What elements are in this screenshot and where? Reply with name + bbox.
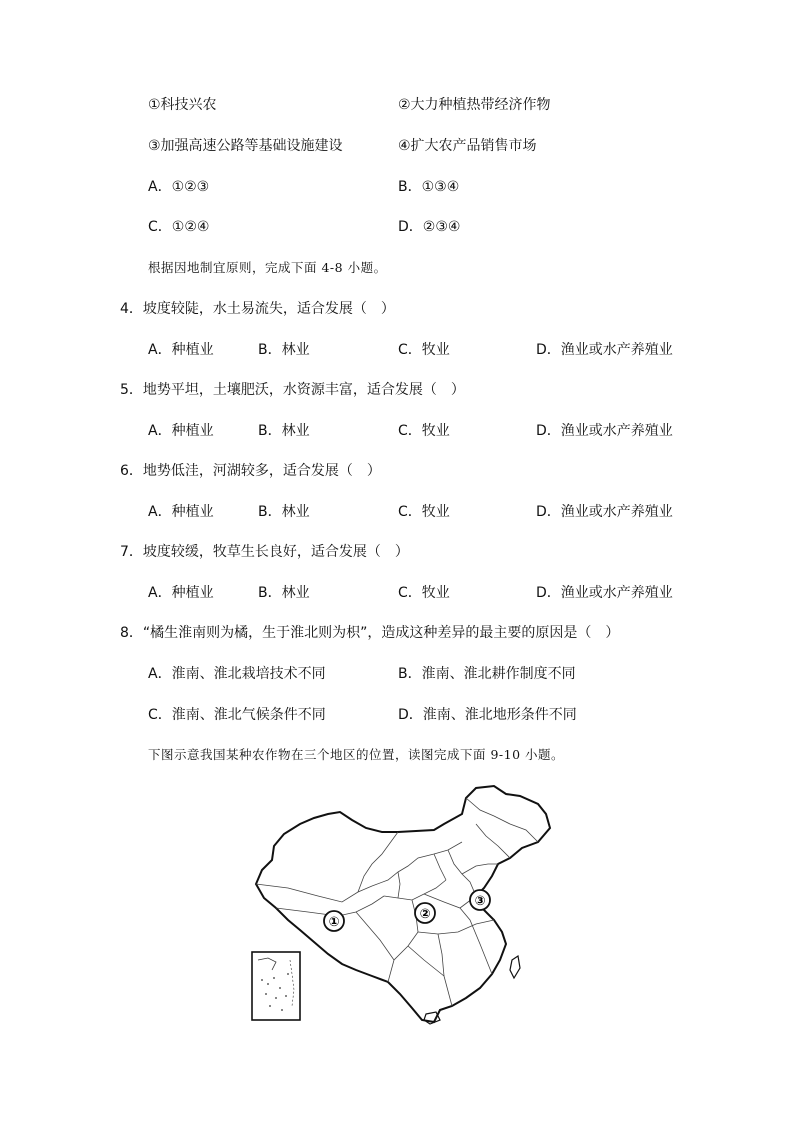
q3-option-d: D．②③④ xyxy=(398,219,461,235)
question-4-option-a: A．种植业 xyxy=(148,342,214,358)
question-5-option-a: A．种植业 xyxy=(148,423,214,439)
south-china-sea-inset xyxy=(252,952,300,1020)
question-6-option-c: C．牧业 xyxy=(398,504,450,520)
question-4-option-c: C．牧业 xyxy=(398,342,450,358)
question-7-option-c: C．牧业 xyxy=(398,585,450,601)
question-5-option-b: B．林业 xyxy=(258,423,310,439)
q3-option-b: B．①③④ xyxy=(398,179,460,195)
question-8-option-b: B．淮南、淮北耕作制度不同 xyxy=(398,666,576,682)
marker-1 xyxy=(324,911,344,931)
question-4-option-b: B．林业 xyxy=(258,342,310,358)
question-6-option-a: A．种植业 xyxy=(148,504,214,520)
question-5-option-d: D．渔业或水产养殖业 xyxy=(536,423,673,439)
marker-3 xyxy=(470,890,490,910)
svg-text:①: ① xyxy=(328,915,340,930)
question-5-stem: 5．地势平坦，土壤肥沃，水资源丰富，适合发展（ ） xyxy=(120,382,465,398)
q3-item-3: ③加强高速公路等基础设施建设 xyxy=(148,138,343,154)
q3-option-a: A．①②③ xyxy=(148,179,210,195)
question-8-option-d: D．淮南、淮北地形条件不同 xyxy=(398,707,577,723)
question-7-stem: 7．坡度较缓，牧草生长良好，适合发展（ ） xyxy=(120,544,409,560)
taiwan-island xyxy=(510,956,520,978)
question-8-option-a: A．淮南、淮北栽培技术不同 xyxy=(148,666,326,682)
question-8-stem: 8．“橘生淮南则为橘，生于淮北则为枳”，造成这种差异的最主要的原因是（ ） xyxy=(120,625,620,641)
question-4-option-d: D．渔业或水产养殖业 xyxy=(536,342,673,358)
svg-text:③: ③ xyxy=(474,894,486,909)
section-intro-4-8: 根据因地制宜原则，完成下面 4-8 小题。 xyxy=(148,260,387,275)
question-7-option-a: A．种植业 xyxy=(148,585,214,601)
question-5-option-c: C．牧业 xyxy=(398,423,450,439)
svg-text:②: ② xyxy=(419,907,431,922)
marker-2 xyxy=(415,903,435,923)
question-6-option-d: D．渔业或水产养殖业 xyxy=(536,504,673,520)
question-7-option-b: B．林业 xyxy=(258,585,310,601)
question-7-option-d: D．渔业或水产养殖业 xyxy=(536,585,673,601)
china-map-figure xyxy=(248,784,554,1026)
q3-item-2: ②大力种植热带经济作物 xyxy=(398,97,551,113)
q3-item-4: ④扩大农产品销售市场 xyxy=(398,138,537,154)
q3-item-1: ①科技兴农 xyxy=(148,97,217,113)
q3-option-c: C．①②④ xyxy=(148,219,210,235)
question-6-option-b: B．林业 xyxy=(258,504,310,520)
question-4-stem: 4．坡度较陡，水土易流失，适合发展（ ） xyxy=(120,301,395,317)
question-8-option-c: C．淮南、淮北气候条件不同 xyxy=(148,707,326,723)
section-intro-9-10: 下图示意我国某种农作物在三个地区的位置，读图完成下面 9-10 小题。 xyxy=(148,747,565,762)
question-6-stem: 6．地势低洼，河湖较多，适合发展（ ） xyxy=(120,463,381,479)
